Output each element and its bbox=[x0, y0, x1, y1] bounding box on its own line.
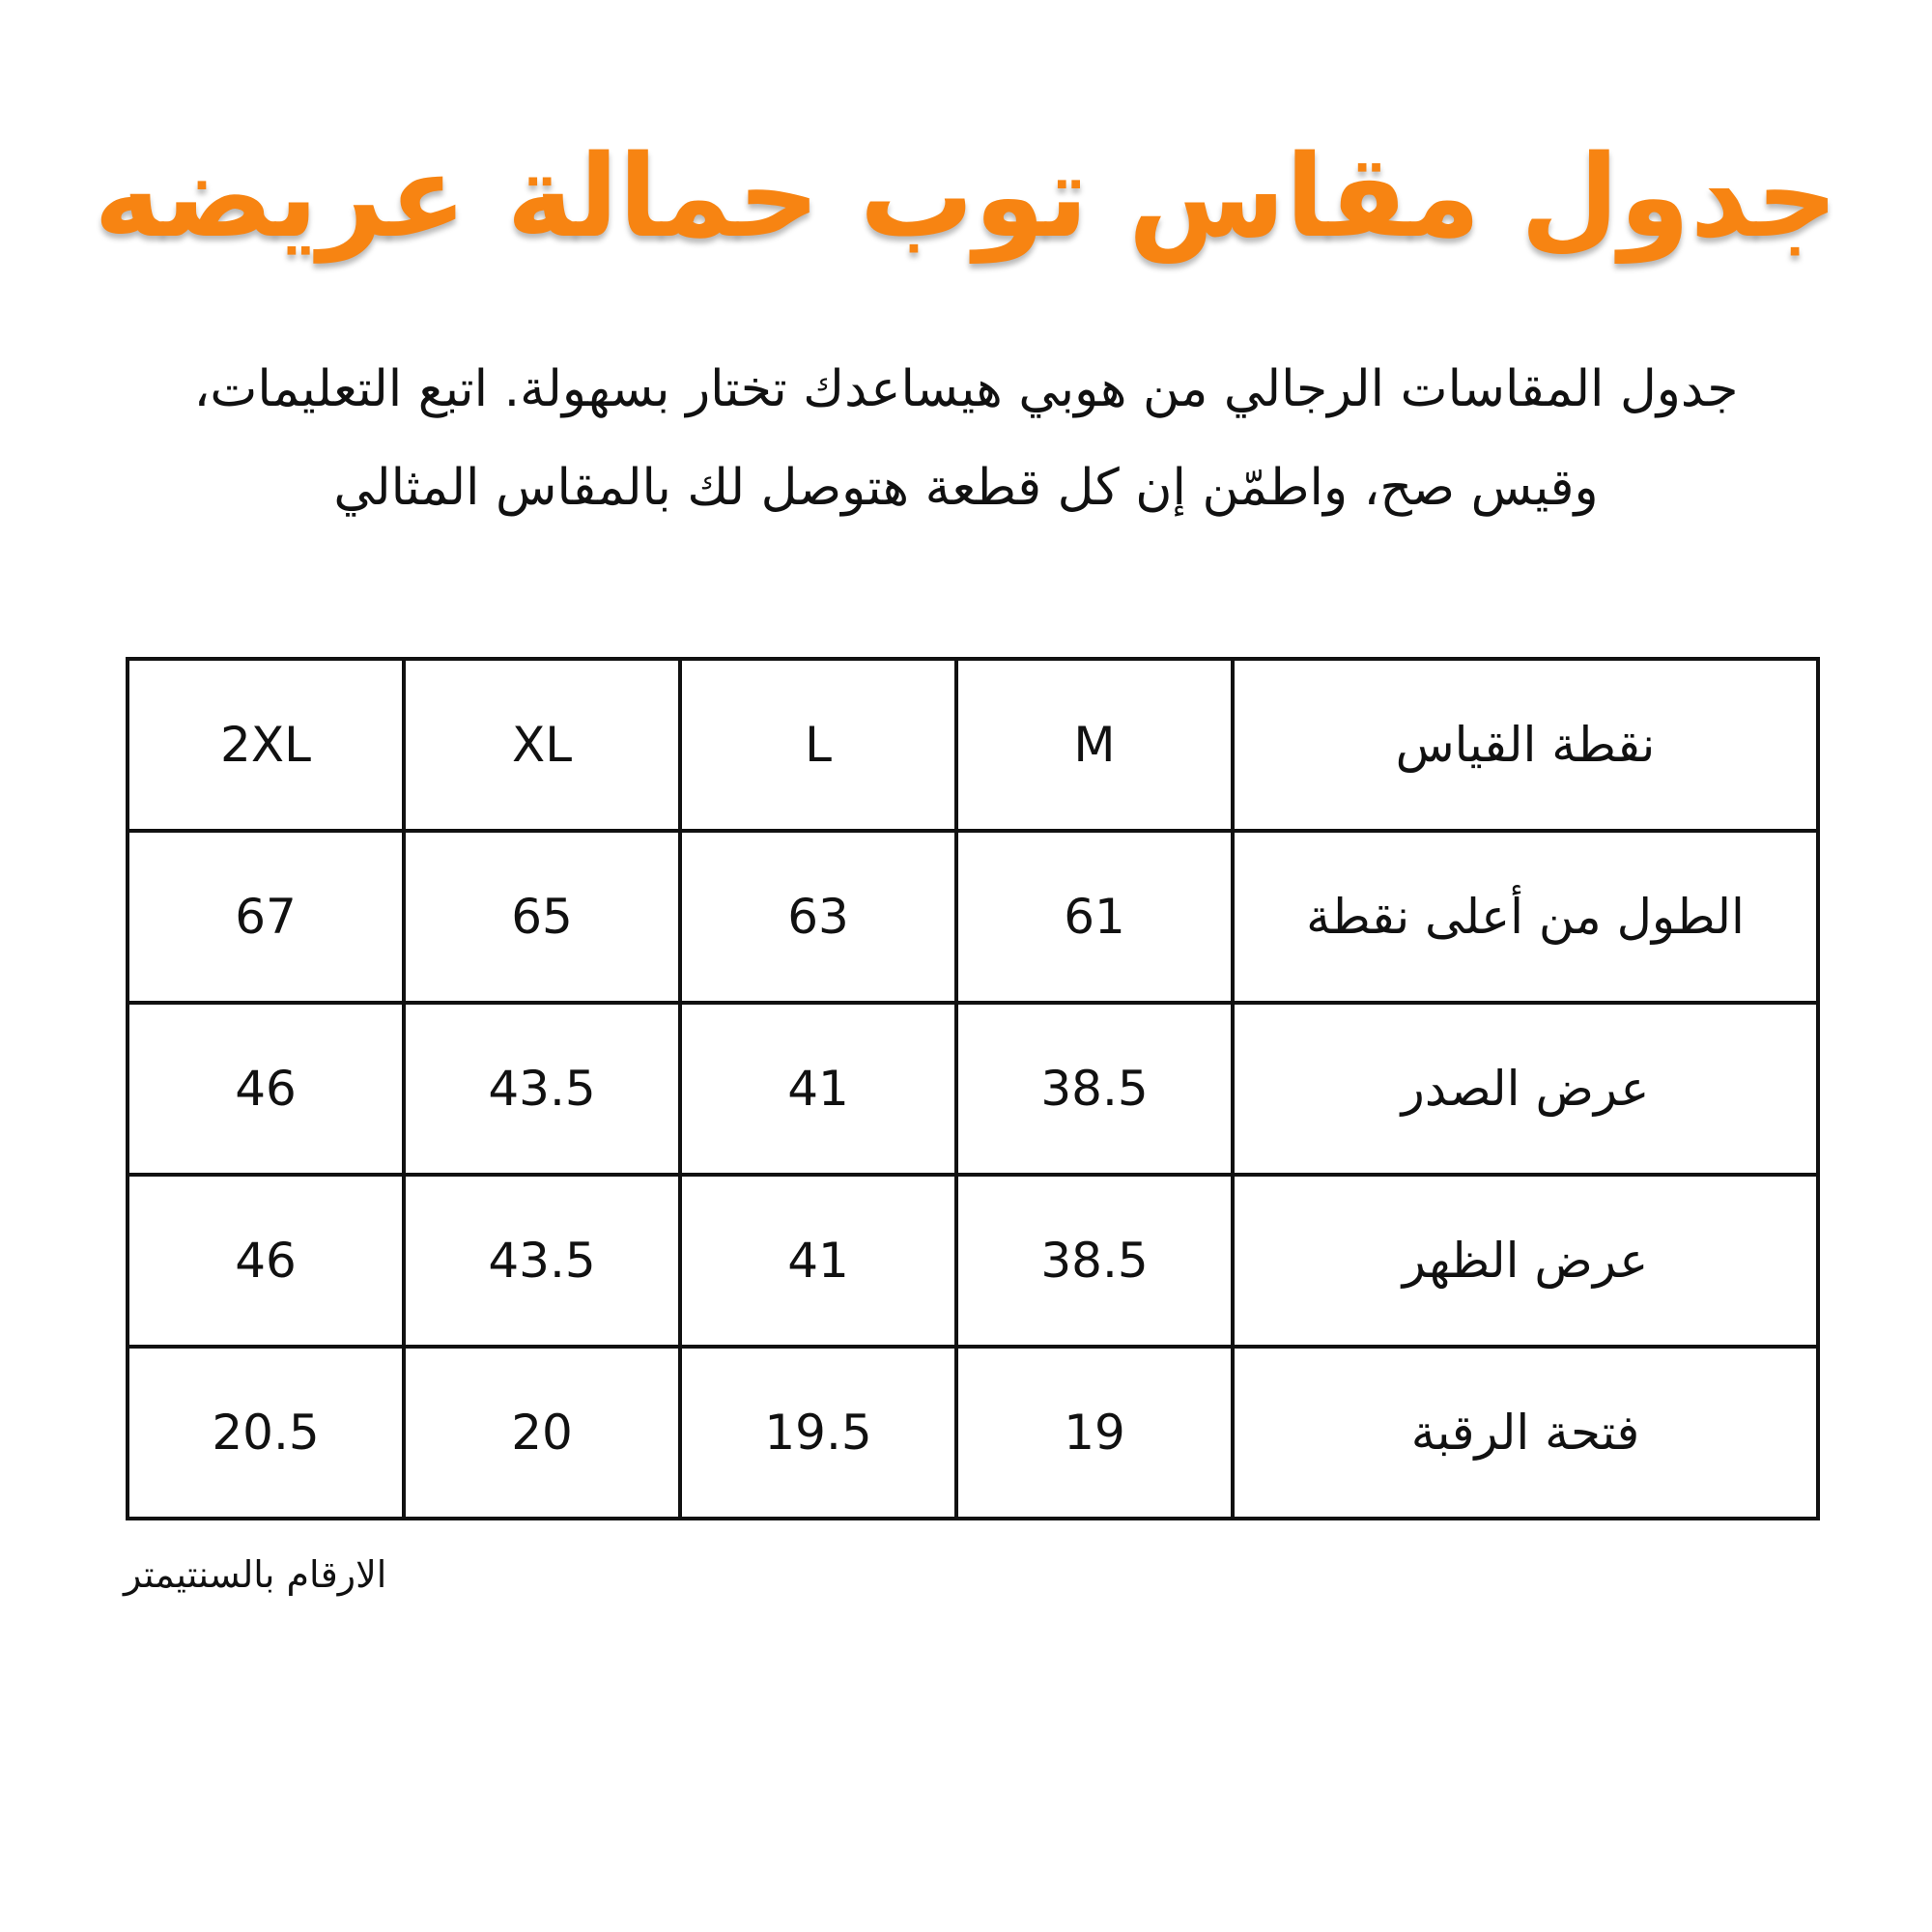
table-cell: 67 bbox=[128, 831, 404, 1003]
table-row bbox=[128, 1347, 1818, 1519]
header-size-xl: XL bbox=[404, 659, 680, 831]
size-table bbox=[126, 657, 1820, 1520]
table-cell: 43.5 bbox=[404, 1003, 680, 1175]
header-size-l: L bbox=[680, 659, 956, 831]
table-cell: 43.5 bbox=[404, 1175, 680, 1347]
table-cell: 46 bbox=[128, 1003, 404, 1175]
units-note: الارقام بالسنتيمتر bbox=[124, 1553, 387, 1596]
table-cell: 19 bbox=[956, 1347, 1233, 1519]
table-row bbox=[128, 831, 1818, 1003]
table-cell: 20.5 bbox=[128, 1347, 404, 1519]
intro-line-2: وقيس صح، واطمّن إن كل قطعة هتوصل لك بالمقاس المثالي bbox=[333, 459, 1599, 517]
table-cell: 20 bbox=[404, 1347, 680, 1519]
header-size-2xl: 2XL bbox=[128, 659, 404, 831]
intro-line-1: جدول المقاسات الرجالي من هوبي هيساعدك تختار بسهولة. اتبع التعليمات، bbox=[193, 360, 1739, 418]
table-row bbox=[128, 1003, 1818, 1175]
row-label-neck-opening: فتحة الرقبة bbox=[1233, 1347, 1818, 1519]
table-cell: 41 bbox=[680, 1175, 956, 1347]
table-header-row bbox=[128, 659, 1818, 831]
table-cell: 61 bbox=[956, 831, 1233, 1003]
table-cell: 38.5 bbox=[956, 1003, 1233, 1175]
header-measurement-point: نقطة القياس bbox=[1233, 659, 1818, 831]
row-label-back-width: عرض الظهر bbox=[1233, 1175, 1818, 1347]
table-row bbox=[128, 1175, 1818, 1347]
table-cell: 65 bbox=[404, 831, 680, 1003]
table-cell: 38.5 bbox=[956, 1175, 1233, 1347]
table-cell: 41 bbox=[680, 1003, 956, 1175]
table-cell: 19.5 bbox=[680, 1347, 956, 1519]
intro-text bbox=[106, 340, 1826, 537]
row-label-length: الطول من أعلى نقطة bbox=[1233, 831, 1818, 1003]
table-cell: 63 bbox=[680, 831, 956, 1003]
row-label-chest-width: عرض الصدر bbox=[1233, 1003, 1818, 1175]
table-cell: 46 bbox=[128, 1175, 404, 1347]
page-title: جدول مقاس توب حمالة عريضه bbox=[94, 129, 1838, 263]
header-size-m: M bbox=[956, 659, 1233, 831]
